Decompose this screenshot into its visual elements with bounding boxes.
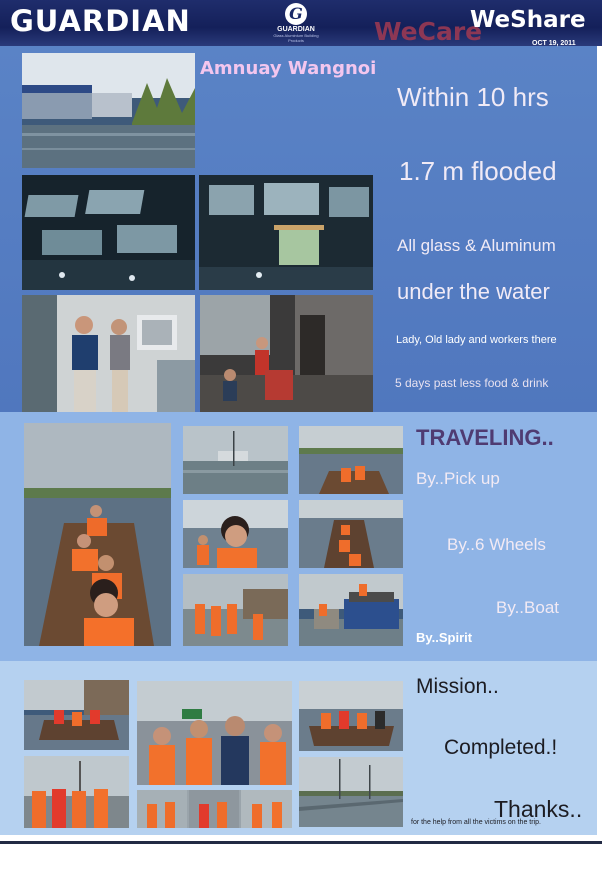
flood-line-depth: 1.7 m flooded [399,156,557,186]
flood-line-time: Within 10 hrs [397,82,549,112]
person-name: Amnuay Wangnoi [200,58,377,79]
flood-line-materials: All glass & Aluminum [397,236,556,255]
thanks-note: for the help from all the victims on the trip. [411,819,541,826]
photo-workers-inside-flood [200,295,373,412]
logo-mark: G [285,3,307,25]
photo-glass-in-water [199,175,373,290]
photo-team-standing [24,756,129,828]
wecare-title: WeCare [374,17,483,46]
flood-line-underwater: under the water [397,279,550,304]
bottom-rule [0,841,602,844]
photo-team-on-pickup [183,574,288,646]
photo-boat-group [299,426,403,494]
masthead [0,0,602,46]
photo-submerged-glass-racks [22,175,195,290]
completed-line: Completed.! [444,736,558,759]
traveling-heading: TRAVELING.. [416,425,554,450]
photo-team-group-large [137,681,292,785]
photo-boat-line [299,500,403,568]
photo-boat-ride-large [24,423,171,646]
flood-line-days: 5 days past less food & drink [395,376,549,390]
mission-line: Mission.. [416,675,499,698]
brand-title: GUARDIAN [10,4,191,38]
logo-word: GUARDIAN [277,26,315,33]
photo-staff-with-life-jackets [22,295,195,412]
photo-flooded-highway [299,757,403,827]
travel-item-pickup: By..Pick up [416,469,500,488]
thanks-line: Thanks.. [494,796,583,822]
photo-boat-passengers [299,681,403,751]
travel-item-spirit: By..Spirit [416,630,473,645]
flood-line-people: Lady, Old lady and workers there [396,334,557,346]
photo-flooded-road [183,426,288,494]
weshare-title: WeShare [470,7,586,33]
photo-flooded-factory-exterior [22,53,195,168]
logo-tagline: Glass Aluminium Building Products [273,33,319,43]
photo-boat-crew [24,680,129,750]
photo-truck-with-team [299,574,403,646]
travel-item-boat: By..Boat [496,598,559,617]
photo-team-strip [137,790,292,828]
travel-item-6-wheels: By..6 Wheels [447,535,546,554]
photo-woman-in-boat [183,500,288,568]
guardian-logo [272,3,320,43]
issue-date: OCT 19, 2011 [532,40,576,47]
